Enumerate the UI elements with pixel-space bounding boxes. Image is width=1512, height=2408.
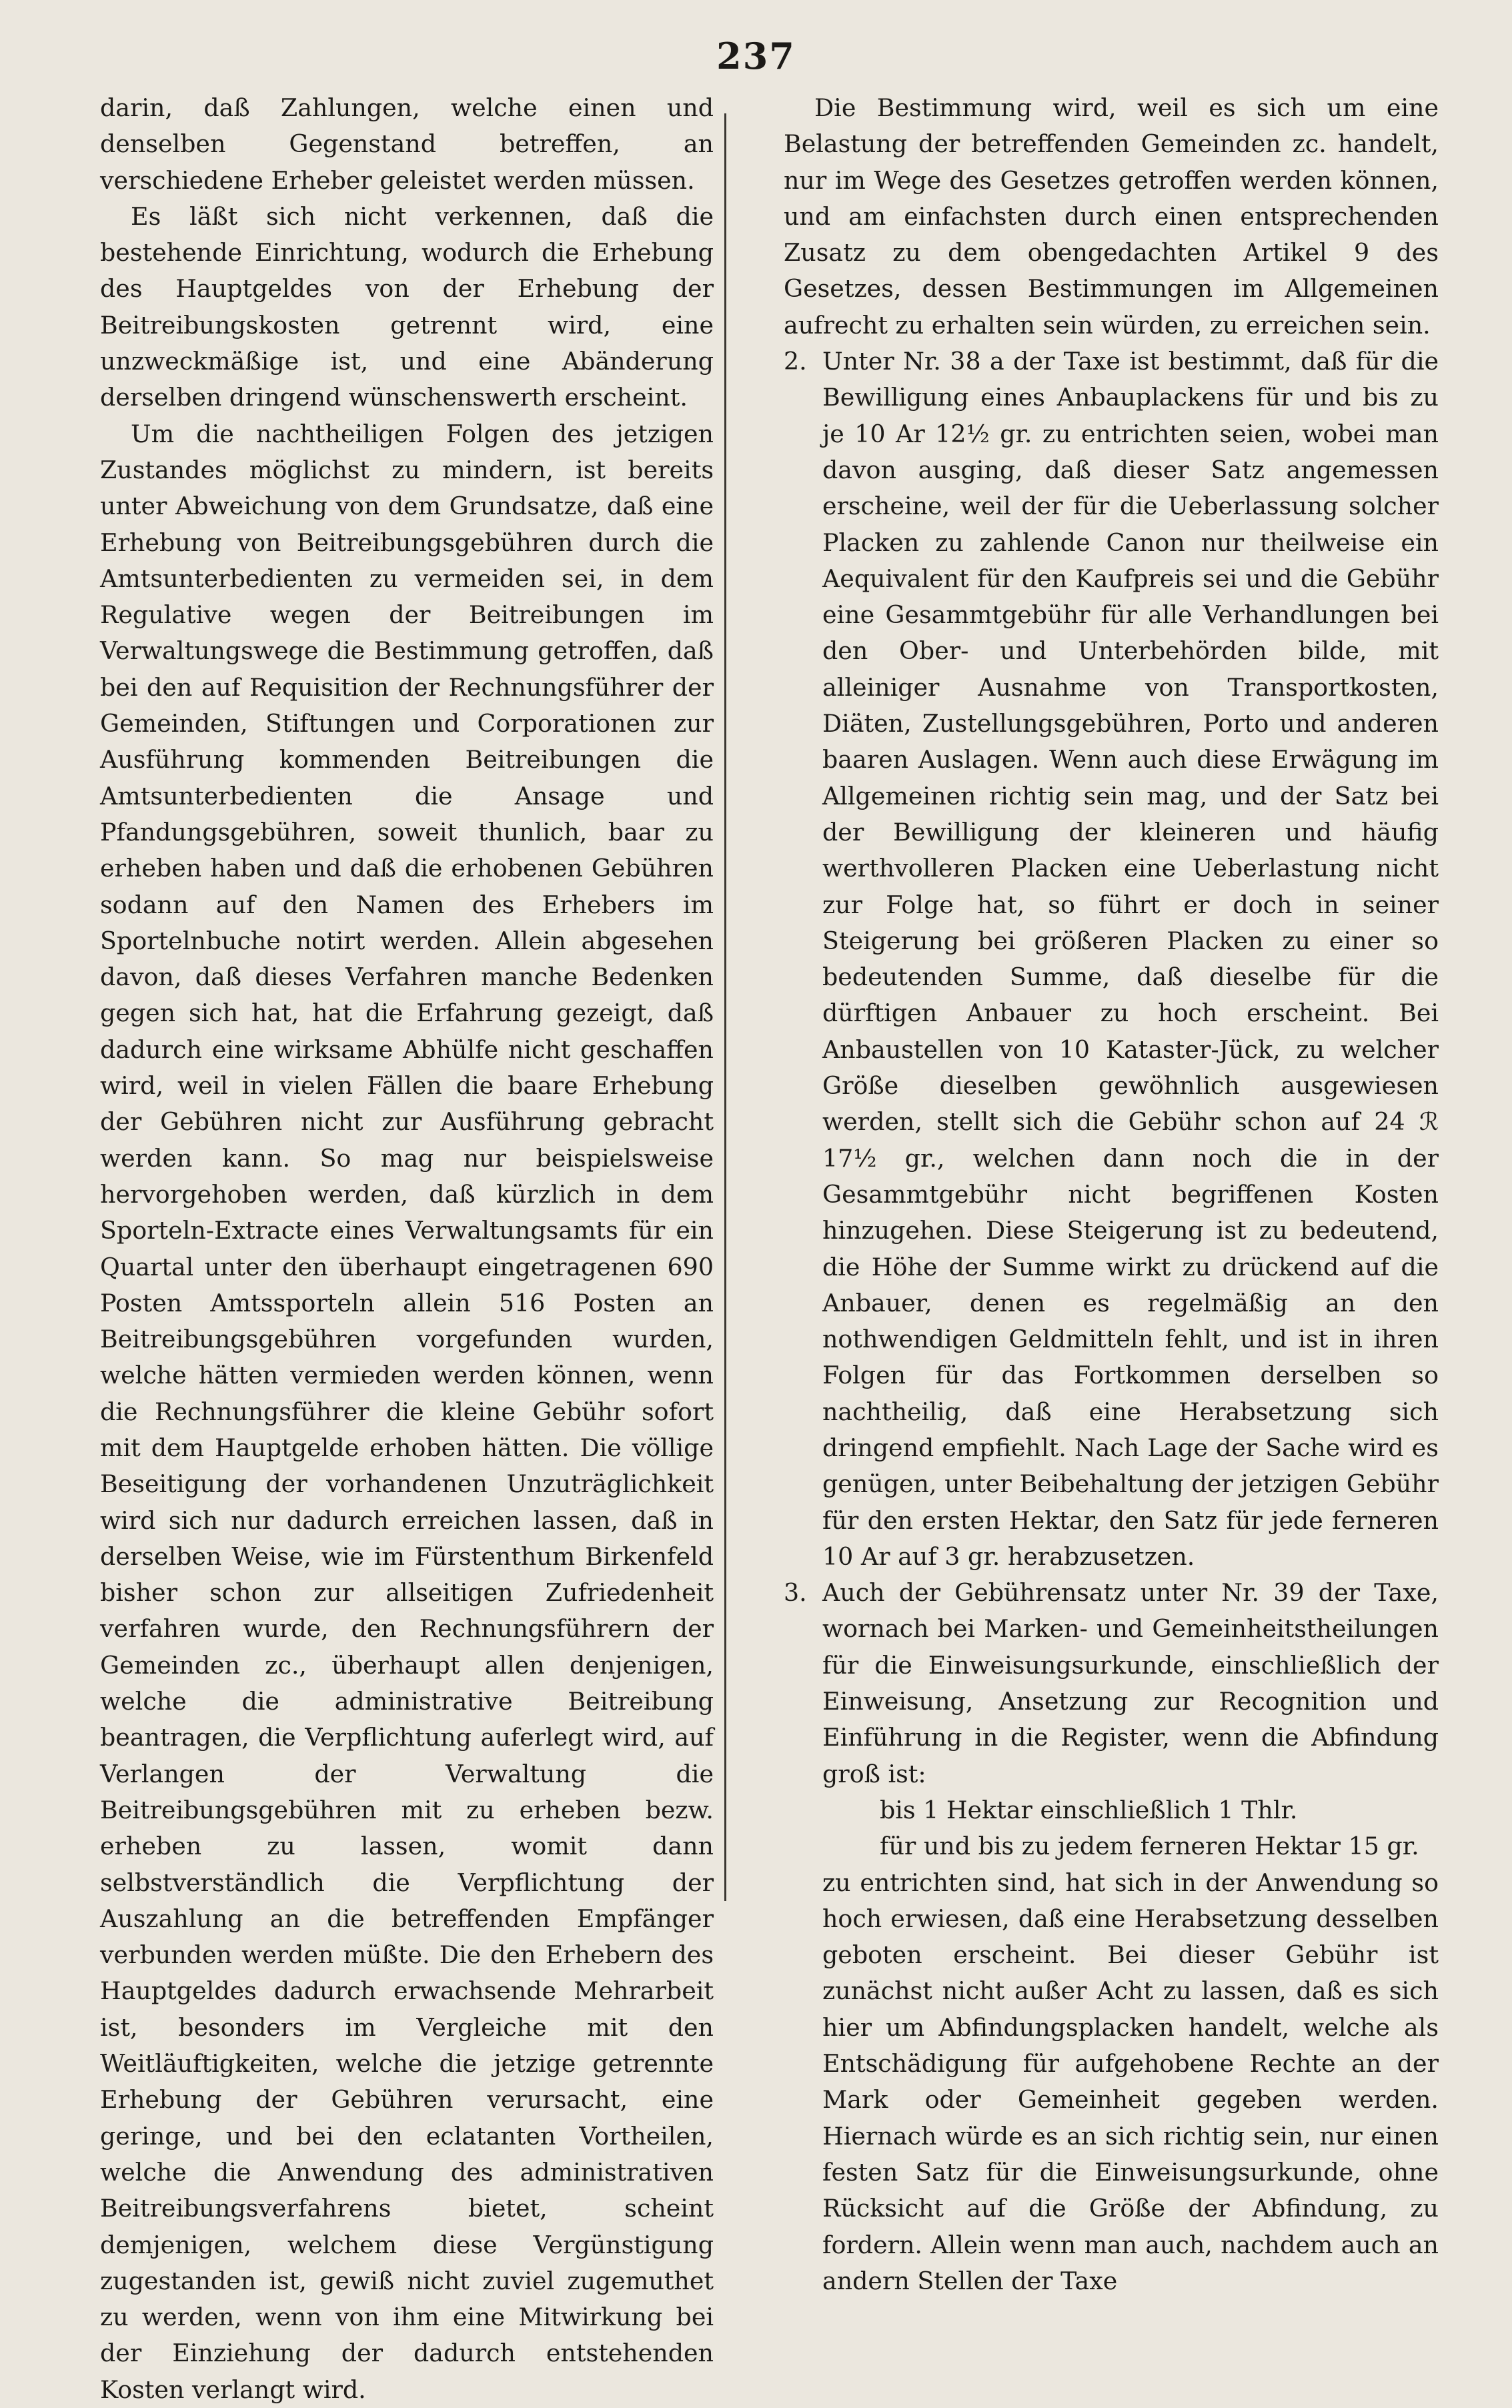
paragraph: darin, daß Zahlungen, welche einen und denselben Gegenstand betreffen, an verschiedene Erheber geleistet werden müssen. [100, 93, 714, 195]
list-item [784, 344, 1439, 1575]
list-item-text: Unter Nr. 38 a der Taxe ist bestimmt, daß für die Bewilligung eines Anbauplackens für und bis zu je 10 Ar 12½ gr. zu entrichten seien, wobei man davon ausging, daß dieser Satz angemessen erscheine, weil der für die Ueberlassung solcher Placken zu zahlende Canon nur theilweise ein Aequivalent für den Kaufpreis sei und die Gebühr eine Gesammtgebühr für alle Verhandlungen bei den Ober- und Unterbehörden bilde, mit alleiniger Ausnahme von Transportkosten, Diäten, Zustellungsgebühren, Porto und anderen baaren Auslagen. Wenn auch diese Erwägung im Allgemeinen richtig sein mag, und der Satz bei der Bewilligung der kleineren und häufig werthvolleren Placken eine Ueberlastung nicht zur Folge hat, so führt er doch in seiner Steigerung bei größeren Placken zu einer so bedeutenden Summe, daß dieselbe für die dürftigen Anbauer zu hoch erscheint. Bei Anbaustellen von 10 Kataster-Jück, zu welcher Größe dieselben gewöhnlich ausgewiesen werden, stellt sich die Gebühr schon auf 24 ℛ 17½ gr., welchen dann noch die in der Gesammtgebühr nicht begriffenen Kosten hinzugehen. Diese Steigerung ist zu bedeutend, die Höhe der Summe wirkt zu drückend auf die Anbauer, denen es regelmäßig an den nothwendigen Geldmitteln fehlt, und ist in ihren Folgen für das Fortkommen derselben so nachtheilig, daß eine Herabsetzung sich dringend empfiehlt. Nach Lage der Sache wird es genügen, unter Beibehaltung der jetzigen Gebühr für den ersten Hektar, den Satz für jede ferneren 10 Ar auf 3 gr. herabzusetzen. [822, 347, 1439, 1571]
paragraph: Es läßt sich nicht verkennen, daß die bestehende Einrichtung, wodurch die Erhebung des Hauptgeldes von der Erhebung der Beitreibungskosten getrennt wird, eine unzweckmäßige ist, und eine Abänderung derselben dringend wünschenswerth erscheint. [100, 201, 714, 412]
tariff-line: bis 1 Hektar einschließlich 1 Thlr. [880, 1795, 1298, 1824]
list-item-number: 3. [784, 1578, 807, 1608]
tariff-line: für und bis zu jedem ferneren Hektar 15 gr. [880, 1832, 1419, 1861]
list-item-text: Auch der Gebührensatz unter Nr. 39 der Taxe, wornach bei Marken- und Gemeinheitstheilungen für die Einweisungsurkunde, einschließlich der Einweisung, Ansetzung zur Recognition und Einführung in die Register, wenn die Abfindung groß ist: [822, 1578, 1439, 1788]
paragraph: Die Bestimmung wird, weil es sich um eine Belastung der betreffenden Gemeinden zc. handelt, nur im Wege des Gesetzes getroffen werden können, und am einfachsten durch einen entsprechenden Zusatz zu dem obengedachten Artikel 9 des Gesetzes, dessen Bestimmungen im Allgemeinen aufrecht zu erhalten sein würden, zu erreichen sein. [784, 93, 1439, 340]
page-number: 237 [716, 35, 796, 77]
right-column [784, 90, 1439, 2299]
list-item-number: 2. [784, 347, 807, 376]
left-column [100, 90, 714, 2408]
column-divider [724, 113, 726, 1901]
paragraph: zu entrichten sind, hat sich in der Anwendung so hoch erwiesen, daß eine Herabsetzung desselben geboten erscheint. Bei dieser Gebühr ist zunächst nicht außer Acht zu lassen, daß es sich hier um Abfindungsplacken handelt, welche als Entschädigung für aufgehobene Rechte an der Mark oder Gemeinheit gegeben werden. Hiernach würde es an sich richtig sein, nur einen festen Satz für die Einweisungsurkunde, ohne Rücksicht auf die Größe der Abfindung, zu fordern. Allein wenn man auch, nachdem auch an andern Stellen der Taxe [822, 1868, 1439, 2295]
paragraph: Um die nachtheiligen Folgen des jetzigen Zustandes möglichst zu mindern, ist bereits unter Abweichung von dem Grundsatze, daß eine Erhebung von Beitreibungsgebühren durch die Amtsunterbedienten zu vermeiden sei, in dem Regulative wegen der Beitreibungen im Verwaltungswege die Bestimmung getroffen, daß bei den auf Requisition der Rechnungsführer der Gemeinden, Stiftungen und Corporationen zur Ausführung kommenden Beitreibungen die Amtsunterbedienten die Ansage und Pfandungsgebühren, soweit thunlich, baar zu erheben haben und daß die erhobenen Gebühren sodann auf den Namen des Erhebers im Sportelnbuche notirt werden. Allein abgesehen davon, daß dieses Verfahren manche Bedenken gegen sich hat, hat die Erfahrung gezeigt, daß dadurch eine wirksame Abhülfe nicht geschaffen wird, weil in vielen Fällen die baare Erhebung der Gebühren nicht zur Ausführung gebracht werden kann. So mag nur beispielsweise hervorgehoben werden, daß kürzlich in dem Sporteln-Extracte eines Verwaltungsamts für ein Quartal unter den überhaupt eingetragenen 690 Posten Amtssporteln allein 516 Posten an Beitreibungsgebühren vorgefunden wurden, welche hätten vermieden werden können, wenn die Rechnungsführer die kleine Gebühr sofort mit dem Hauptgelde erhoben hätten. Die völlige Beseitigung der vorhandenen Unzuträglichkeit wird sich nur dadurch erreichen lassen, daß in derselben Weise, wie im Fürstenthum Birkenfeld bisher schon zur allseitigen Zufriedenheit verfahren wurde, den Rechnungsführern der Gemeinden zc., überhaupt allen denjenigen, welche die administrative Beitreibung beantragen, die Verpflichtung auferlegt wird, auf Verlangen der Verwaltung die Beitreibungsgebühren mit zu erheben bezw. erheben zu lassen, womit dann selbstverständlich die Verpflichtung der Auszahlung an die betreffenden Empfänger verbunden werden müßte. Die den Erhebern des Hauptgeldes dadurch erwachsende Mehrarbeit ist, besonders im Vergleiche mit den Weitläuftigkeiten, welche die jetzige getrennte Erhebung der Gebühren verursacht, eine geringe, und bei den eclatanten Vortheilen, welche die Anwendung des administrativen Beitreibungsverfahrens bietet, scheint demjenigen, welchem diese Vergünstigung zugestanden ist, gewiß nicht zuviel zugemuthet zu werden, wenn von ihm eine Mitwirkung bei der Einziehung der dadurch entstehenden Kosten verlangt wird. [100, 419, 714, 2404]
list-item [784, 1575, 1439, 1792]
